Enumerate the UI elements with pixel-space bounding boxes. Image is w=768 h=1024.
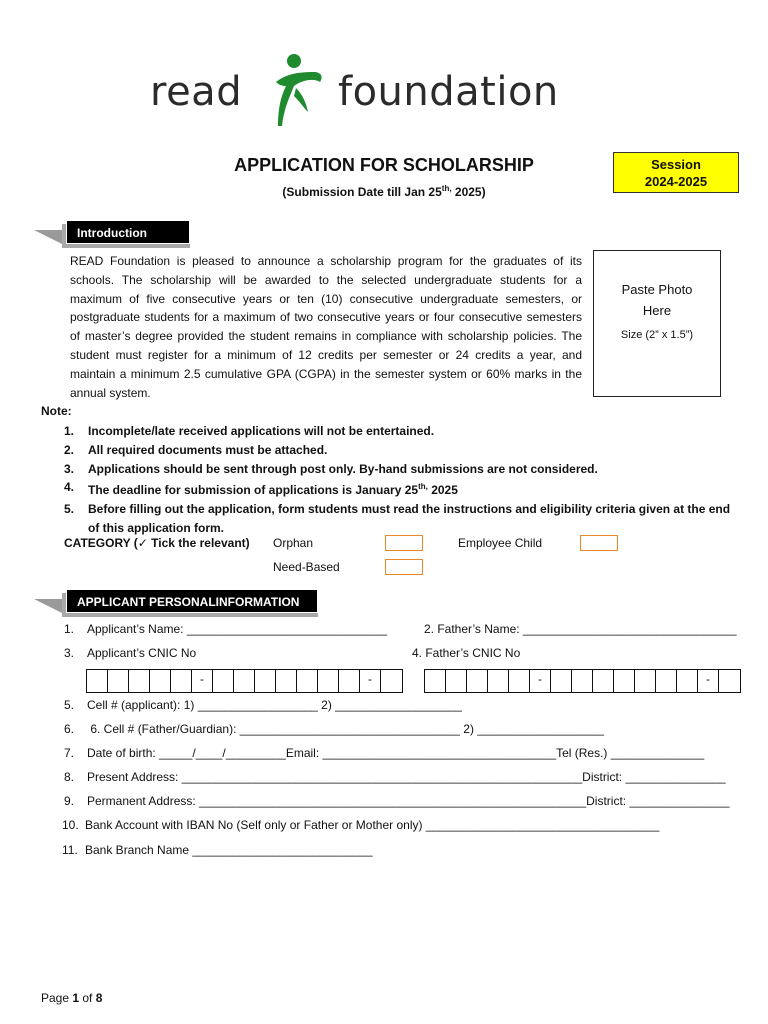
logo-figure-icon [270,52,330,128]
orphan-checkbox[interactable] [385,535,423,551]
father-name-field[interactable]: 2. Father’s Name: ________________________________ [424,622,737,636]
category-orphan-label: Orphan [273,536,314,550]
applicant-cnic-label: 3. Applicant’s CNIC No [64,646,197,660]
note-label: Note: [41,404,72,418]
cnic-dash: - [360,670,381,692]
submission-date-sup: th, [441,184,452,193]
photo-size: Size (2” x 1.5”) [620,329,694,341]
photo-line2: Here [642,303,672,318]
note-item: 5. Before filling out the application, form students must read the instructions and eligibility criteria given at the end of this application form. [64,502,731,535]
category-employee-child-label: Employee Child [458,536,543,550]
notes-list [64,422,744,538]
cnic-dash: - [698,670,719,692]
introduction-section-header [34,220,194,246]
personal-info-section-header [34,589,324,615]
cnic-dash: - [530,670,551,692]
photo-box [593,250,721,397]
cnic-dash: - [192,670,213,692]
category-label: CATEGORY (✓ Tick the relevant) [64,536,250,550]
personal-info-heading: APPLICANT PERSONALINFORMATION [66,589,318,613]
note-item: 1. Incomplete/late received applications will not be entertained. [64,424,435,438]
note-item: 2. All required documents must be attached. [64,442,328,457]
bank-iban-field[interactable]: 10. Bank Account with IBAN No (Self only or Father or Mother only) ___________________________________ [62,818,660,832]
session-badge [613,152,739,193]
footer-of-word: of [79,991,96,1005]
page-title: APPLICATION FOR SCHOLARSHIP [234,155,534,175]
father-cnic-input[interactable] [424,669,741,693]
bank-branch-field[interactable]: 11. Bank Branch Name ___________________________ [62,843,373,857]
dob-email-tel-field[interactable]: 7. Date of birth: _____/____/_________Email: ___________________________________Tel (Res.) ______________ [64,746,705,760]
submission-date-text: (Submission Date till Jan 25 [282,185,442,199]
present-address-field[interactable]: 8. Present Address: ____________________________________________________________District: _______________ [64,770,726,784]
permanent-address-field[interactable]: 9. Permanent Address: __________________________________________________________District: _______________ [64,794,730,808]
footer-page-num: 1 [72,991,80,1005]
footer-page-word: Page [41,991,73,1005]
logo-foundation-text: foundation [338,69,559,115]
introduction-heading: Introduction [66,220,190,244]
note-item: 4. The deadline for submission of applications is January $25^{th,}$ 2025 [64,480,458,498]
applicant-cell-field[interactable]: 5. Cell # (applicant): 1) __________________ 2) ___________________ [64,698,462,712]
photo-line1: Paste Photo [621,282,693,297]
introduction-text: READ Foundation is pleased to announce a scholarship program for the graduates of its schools. The scholarship will be awarded to the selected undergraduate students for a maximum of five consecutive years or ten (10) consecutive undergraduate semesters, or postgraduate students for a maximum of two consecutive years or four consecutive semesters of master’s degree provided the student remains in compliance with scholarship policies. The student must register for a minimum of 12 credits per semester or 24 credits a year, and maintain a minimum 2.5 cumulative GPA (CGPA) in the semester system or 60% marks in the annual system. [70,254,582,400]
session-label: Session [651,157,701,172]
session-years: 2024-2025 [644,174,708,189]
applicant-name-field[interactable]: 1. Applicant’s Name: ______________________________ [64,622,388,636]
father-cnic-label: 4. Father’s CNIC No [412,646,521,660]
page-footer [41,991,102,1005]
applicant-cnic-input[interactable] [86,669,403,693]
employee-child-checkbox[interactable] [580,535,618,551]
logo-read-text: read [150,69,243,115]
category-need-based-label: Need-Based [273,560,340,574]
need-based-checkbox[interactable] [385,559,423,575]
note-item: 3. Applications should be sent through post only. By-hand submissions are not considered. [64,461,598,476]
submission-date-year: 2025) [451,185,486,199]
guardian-cell-field[interactable]: 6. 6. Cell # (Father/Guardian): _________________________________ 2) ___________________ [64,722,605,736]
footer-page-total: 8 [95,991,103,1005]
